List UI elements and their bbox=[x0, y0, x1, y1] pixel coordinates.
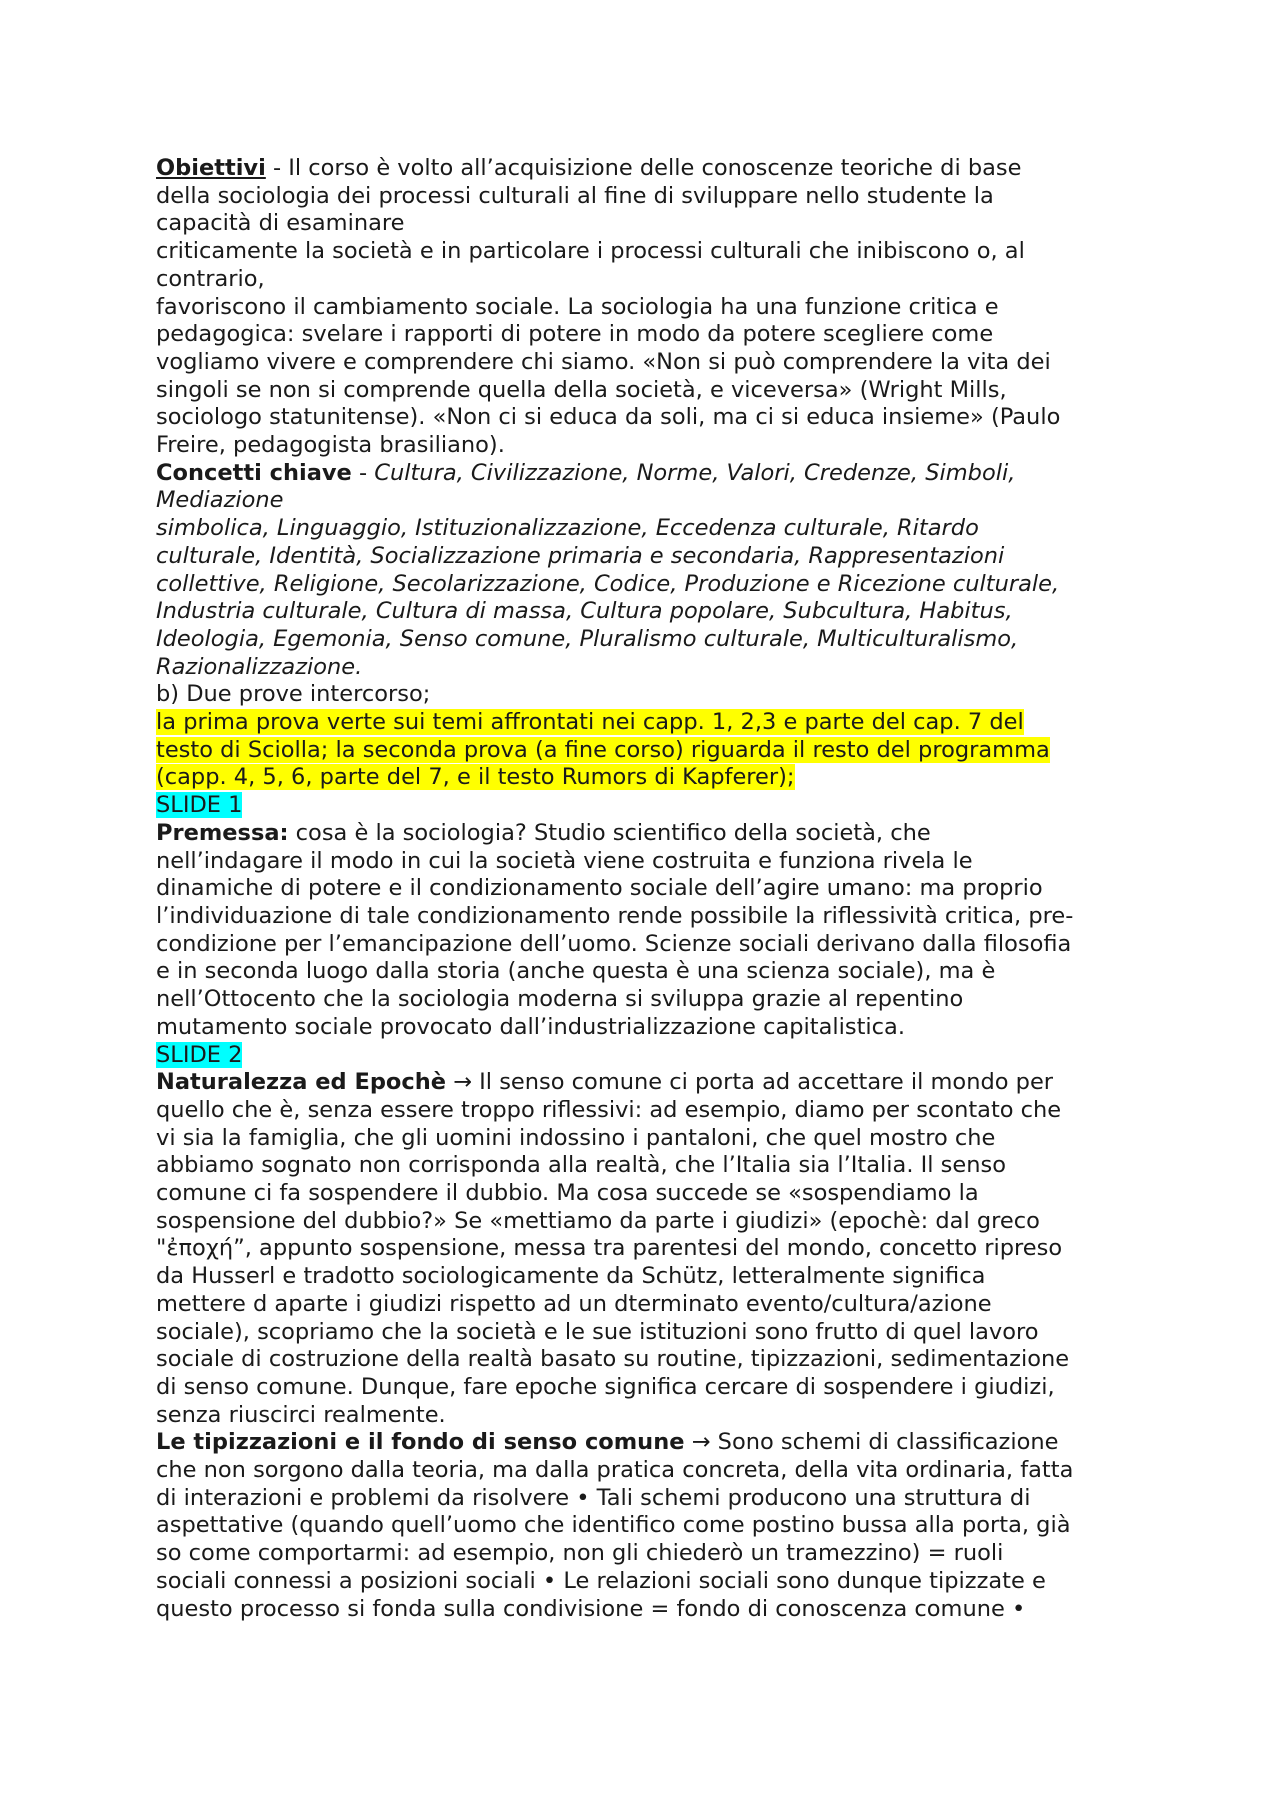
prove-intro: b) Due prove intercorso; bbox=[156, 681, 431, 708]
slide2-line: abbiamo sognato non corrisponda alla realtà, che l’Italia sia l’Italia. Il senso bbox=[156, 1152, 1006, 1179]
tipizzazioni-line: aspettative (quando quell’uomo che identifico come postino bussa alla porta, già bbox=[156, 1512, 1071, 1539]
concetti-heading: Concetti chiave bbox=[156, 459, 352, 486]
tipizzazioni-line: questo processo si fonda sulla condivisione = fondo di conoscenza comune • bbox=[156, 1595, 1026, 1622]
slide2-line: vi sia la famiglia, che gli uomini indossino i pantaloni, che quel mostro che bbox=[156, 1124, 996, 1151]
slide2-line: quello che è, senza essere troppo riflessivi: ad esempio, diamo per scontato che bbox=[156, 1096, 1062, 1123]
slide1-line: nell’indagare il modo in cui la società viene costruita e funziona rivela le bbox=[156, 847, 973, 874]
slide1-line: nell’Ottocento che la sociologia moderna si sviluppa grazie al repentino bbox=[156, 986, 964, 1013]
slide2-line: comune ci fa sospendere il dubbio. Ma cosa succede se «sospendiamo la bbox=[156, 1180, 979, 1207]
naturalezza-heading: Naturalezza ed Epochè bbox=[156, 1069, 446, 1096]
slide1-label-line bbox=[156, 792, 1136, 820]
slide2-line: "ἐποχή”, appunto sospensione, messa tra parentesi del mondo, concetto ripreso bbox=[156, 1235, 1063, 1262]
obiettivi-line: favoriscono il cambiamento sociale. La sociologia ha una funzione critica e bbox=[156, 293, 999, 320]
tipizzazioni-line: sociali connessi a posizioni sociali • Le relazioni sociali sono dunque tipizzate e bbox=[156, 1567, 1046, 1594]
slide2-line: mettere d aparte i giudizi rispetto ad un dterminato evento/cultura/azione bbox=[156, 1290, 992, 1317]
obiettivi-line: Freire, pedagogista brasiliano). bbox=[156, 432, 505, 459]
concetti-line: simbolica, Linguaggio, Istituzionalizzazione, Eccedenza culturale, Ritardo bbox=[156, 515, 979, 542]
obiettivi-text: Il corso è volto all’acquisizione delle conoscenze teoriche di base bbox=[288, 155, 1022, 181]
slide2-line: sociale di costruzione della realtà basato su routine, tipizzazioni, sedimentazione bbox=[156, 1346, 1070, 1373]
obiettivi-line-1: Obiettivi - Il corso è volto all’acquisizione delle conoscenze teoriche di base bbox=[156, 155, 1022, 181]
slide2-line: da Husserl e tradotto sociologicamente da Schütz, letteralmente significa bbox=[156, 1263, 986, 1290]
slide1-line-1: Premessa: cosa è la sociologia? Studio scientifico della società, che bbox=[156, 819, 931, 846]
slide-label: SLIDE 2 bbox=[156, 1041, 243, 1068]
concetti-line-1: Concetti chiave - Cultura, Civilizzazione, Norme, Valori, Credenze, Simboli, bbox=[156, 459, 1016, 486]
obiettivi-line: pedagogica: svelare i rapporti di potere in modo da potere scegliere come bbox=[156, 321, 994, 348]
highlighted-text: la prima prova verte sui temi affrontati nei capp. 1, 2,3 e parte del cap. 7 del bbox=[156, 709, 1024, 736]
obiettivi-line: vogliamo vivere e comprendere chi siamo. «Non si può comprendere la vita dei bbox=[156, 348, 1051, 375]
slide1-line: mutamento sociale provocato dall’industrializzazione capitalistica. bbox=[156, 1013, 905, 1040]
concetti-line: Mediazione bbox=[156, 487, 284, 514]
slide1-line: condizione per l’emancipazione dell’uomo. Scienze sociali derivano dalla filosofia bbox=[156, 930, 1072, 957]
prove-highlight-line bbox=[156, 709, 1136, 737]
obiettivi-line: contrario, bbox=[156, 265, 265, 292]
slide2-label-line bbox=[156, 1042, 1136, 1070]
concetti-line: collettive, Religione, Secolarizzazione, Codice, Produzione e Ricezione culturale, bbox=[156, 570, 1060, 597]
highlighted-text: (capp. 4, 5, 6, parte del 7, e il testo Rumors di Kapferer); bbox=[156, 764, 795, 791]
tipizzazioni-line: che non sorgono dalla teoria, ma dalla pratica concreta, della vita ordinaria, fatta bbox=[156, 1457, 1074, 1484]
obiettivi-line: capacità di esaminare bbox=[156, 210, 405, 237]
obiettivi-line: singoli se non si comprende quella della società, e viceversa» (Wright Mills, bbox=[156, 376, 1007, 403]
arrow-icon: → bbox=[446, 1069, 480, 1096]
prove-highlight-line bbox=[156, 737, 1136, 765]
slide1-line: dinamiche di potere e il condizionamento sociale dell’agire umano: ma proprio bbox=[156, 875, 1043, 902]
premessa-heading: Premessa: bbox=[156, 819, 289, 846]
concetti-line: Razionalizzazione. bbox=[156, 653, 363, 680]
arrow-icon: → bbox=[684, 1429, 718, 1456]
slide2-line: senza riuscirci realmente. bbox=[156, 1401, 446, 1428]
concetti-line: Ideologia, Egemonia, Senso comune, Pluralismo culturale, Multiculturalismo, bbox=[156, 625, 1019, 652]
tipizzazioni-line: di interazioni e problemi da risolvere • Tali schemi producono una struttura di bbox=[156, 1484, 1031, 1511]
concetti-line: Industria culturale, Cultura di massa, Cultura popolare, Subcultura, Habitus, bbox=[156, 598, 1013, 625]
slide1-line: e in seconda luogo dalla storia (anche questa è una scienza sociale), ma è bbox=[156, 958, 996, 985]
slide2-line: sociale), scopriamo che la società e le sue istituzioni sono frutto di quel lavoro bbox=[156, 1318, 1039, 1345]
tipizzazioni-line: so come comportarmi: ad esempio, non gli chiederò un tramezzino) = ruoli bbox=[156, 1540, 1004, 1567]
slide-label: SLIDE 1 bbox=[156, 792, 243, 819]
obiettivi-line: criticamente la società e in particolare i processi culturali che inibiscono o, al bbox=[156, 238, 1025, 265]
document-page bbox=[156, 155, 1136, 1623]
slide1-line: l’individuazione di tale condizionamento rende possibile la riflessività critica, pre- bbox=[156, 902, 1074, 929]
tipizzazioni-heading: Le tipizzazioni e il fondo di senso comune bbox=[156, 1429, 685, 1456]
concetti-line: culturale, Identità, Socializzazione primaria e secondaria, Rappresentazioni bbox=[156, 542, 1005, 569]
tipizzazioni-line-1: Le tipizzazioni e il fondo di senso comune → Sono schemi di classificazione bbox=[156, 1429, 1059, 1456]
prove-highlight-line bbox=[156, 764, 1136, 792]
concetti-text: Cultura, Civilizzazione, Norme, Valori, Credenze, Simboli, bbox=[374, 459, 1016, 486]
highlighted-text: testo di Sciolla; la seconda prova (a fine corso) riguarda il resto del programma bbox=[156, 736, 1050, 763]
obiettivi-line: sociologo statunitense). «Non ci si educa da soli, ma ci si educa insieme» (Paulo bbox=[156, 404, 1061, 431]
slide2-line-1: Naturalezza ed Epochè → Il senso comune ci porta ad accettare il mondo per bbox=[156, 1069, 1054, 1096]
obiettivi-heading: Obiettivi bbox=[156, 155, 266, 181]
slide2-line: di senso comune. Dunque, fare epoche significa cercare di sospendere i giudizi, bbox=[156, 1373, 1055, 1400]
slide2-line: sospensione del dubbio?» Se «mettiamo da parte i giudizi» (epochè: dal greco bbox=[156, 1207, 1040, 1234]
obiettivi-line: della sociologia dei processi culturali al fine di sviluppare nello studente la bbox=[156, 182, 994, 209]
